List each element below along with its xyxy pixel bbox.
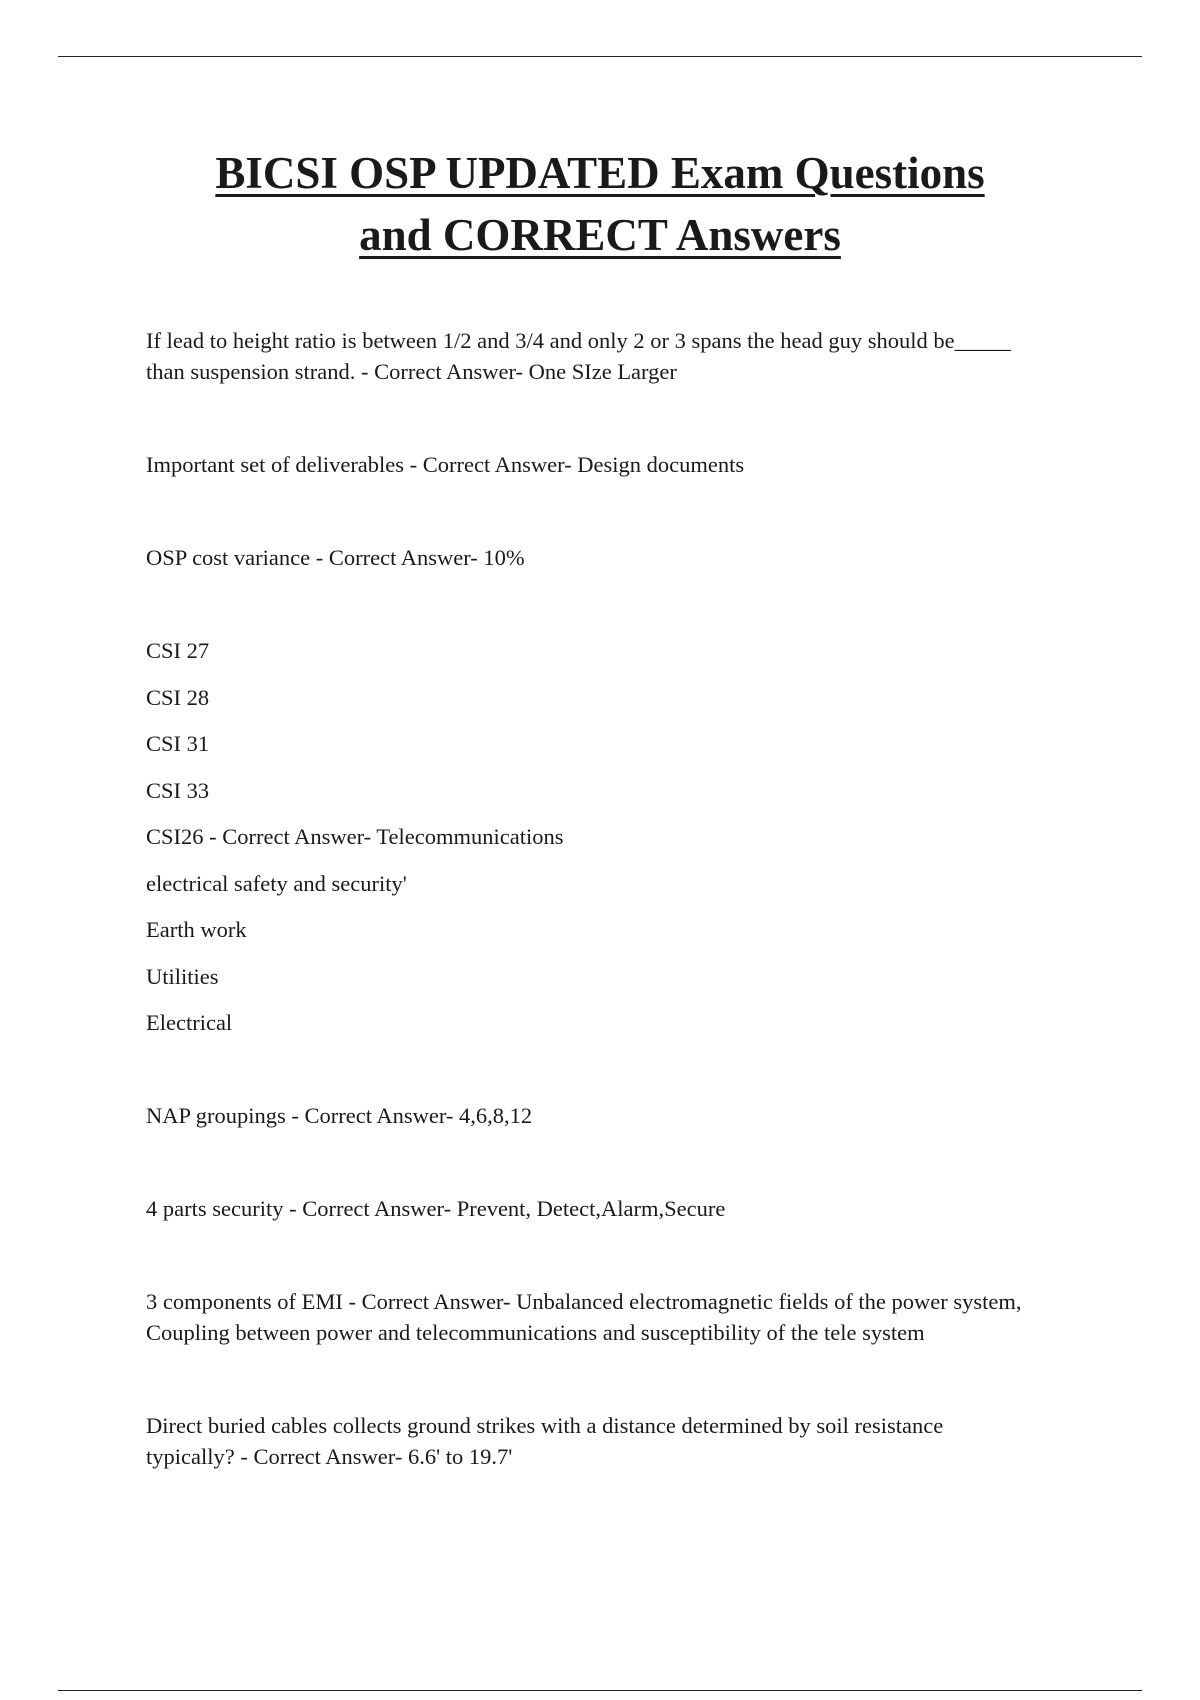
title-line-2: and CORRECT Answers bbox=[359, 210, 841, 260]
list-item: CSI 33 bbox=[146, 777, 210, 803]
title-line-1: BICSI OSP UPDATED Exam Questions bbox=[215, 148, 985, 198]
qa-item-cost-variance: OSP cost variance - Correct Answer- 10% bbox=[146, 545, 525, 570]
qa-item-nap-groupings: NAP groupings - Correct Answer- 4,6,8,12 bbox=[146, 1103, 533, 1128]
csi-list bbox=[146, 635, 1026, 1038]
list-item: CSI26 - Correct Answer- Telecommunications bbox=[146, 824, 564, 849]
list-item: CSI 31 bbox=[146, 731, 210, 756]
list-item: electrical safety and security' bbox=[146, 870, 407, 896]
qa-item-direct-buried-cables: Direct buried cables collects ground strikes with a distance determined by soil resistance typically? - Correct Answer- 6.6' to 19.7' bbox=[146, 1413, 944, 1469]
list-item: Earth work bbox=[146, 917, 247, 942]
qa-item-security-parts: 4 parts security - Correct Answer- Prevent, Detect,Alarm,Secure bbox=[146, 1196, 726, 1221]
qa-item-emi-components: 3 components of EMI - Correct Answer- Unbalanced electromagnetic fields of the power system, Coupling between power and telecommunications and susceptibility of the tele system bbox=[146, 1289, 1022, 1345]
document-body bbox=[146, 325, 1026, 1534]
list-item: Utilities bbox=[146, 963, 219, 989]
qa-item-lead-height-ratio: If lead to height ratio is between 1/2 and 3/4 and only 2 or 3 spans the head guy should be_____ than suspension strand. - Correct Answer- One SIze Larger bbox=[146, 328, 1011, 384]
list-item: CSI 28 bbox=[146, 684, 210, 710]
document-title bbox=[100, 142, 1100, 266]
top-rule bbox=[58, 56, 1142, 57]
list-item: CSI 27 bbox=[146, 638, 210, 663]
list-item: Electrical bbox=[146, 1010, 233, 1035]
qa-item-deliverables: Important set of deliverables - Correct Answer- Design documents bbox=[146, 452, 745, 477]
bottom-rule bbox=[58, 1690, 1142, 1691]
